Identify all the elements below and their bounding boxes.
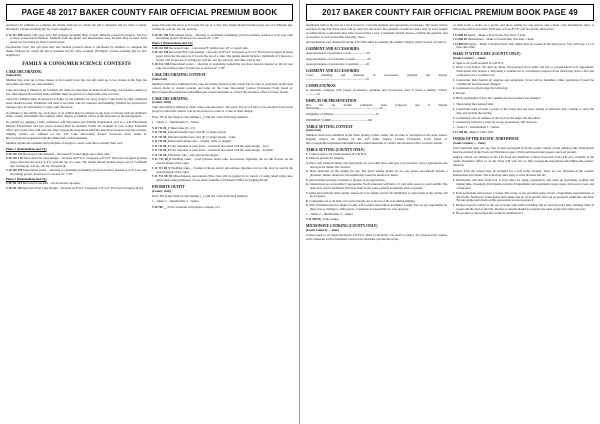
class-description: Each contestant will prepare a display of a xyxy=(166,204,220,209)
section-heading: MICROWAVE COOKING (COUNTY ONLY) xyxy=(306,224,378,229)
class-description: Senior – Make a favorite meal. Your dishes may be cooked in the microwave. You will have a 1 1/2 hour time limit. xyxy=(456,41,594,50)
class-number: 5 11 711 00_3 xyxy=(152,134,170,139)
paragraph: An explanation card obtained from the 4-H office must accompany the exhibit. Display will be scored as follows: xyxy=(306,40,447,45)
paragraph: Originality of Display.......................................................10 xyxy=(306,112,379,117)
paragraph: Members must have exhibited in the Table Setting at their county fair in order to participate in the state contest. Judging criteria are outlined on the 4-H Table Setting Contest Evaluation Form found at: http://oregon.4h.oregonstate.edu/exhibit-and-contest-materials or contact the extension office for more details. xyxy=(306,133,448,145)
page-49 xyxy=(300,0,600,424)
section-subheading: (County Only) xyxy=(152,188,172,193)
class-number: 5 11 800 02 xyxy=(452,37,468,41)
paragraph: Member applies the elements and principles of design to create work that is entirely their own. xyxy=(6,141,124,146)
section-heading: TABLE SETTING (COUNTY ONLY) xyxy=(306,147,365,152)
class-entry xyxy=(306,218,448,222)
section-heading: COMPLETENESS xyxy=(306,83,336,88)
section-heading: CAKE DECORATING xyxy=(152,96,188,101)
paragraph: purchased by exhibitor to complete the theme. Indicate for whom the gift is intended and for what occasion. (Example: a house-warming gift for a new neighbor.) xyxy=(6,24,147,31)
class-number: 5 20 111 131 xyxy=(6,181,22,186)
class-entry xyxy=(152,206,293,210)
paragraph: POSSIBLE SCORE...............................................100 xyxy=(306,117,373,122)
section-subheading: (State Fair) xyxy=(152,77,168,82)
class-description: Decorated Flat Cake Design – decorate an 8"x12" evergreen or 9"x13" Flat board wrapped in any xyxy=(21,185,144,190)
class-description: Educational poster – showing or explaining something you have learned, learned at or in your cake decorating project. Posters not to exceed 22" x 28". xyxy=(156,32,293,41)
paragraph: Cake decorating is limited to all frostings. All items on cake must be made from frosting, not fondant, candies or any other shaped decorations items. Exhibits must be placed on a disposable plate or board. xyxy=(6,87,147,96)
page-columns xyxy=(306,24,594,422)
text-column xyxy=(152,24,293,422)
class-description: Four cupcakes or petit fours – creatively decorated with the same design – Fondant xyxy=(169,148,274,153)
text-column xyxy=(453,24,595,422)
class-entry xyxy=(6,157,147,169)
class-description: OSU Extension Service, Baker County 4-H Leaders Association and Baker County Fair are not responsible for theft, loss or damage to table pieces. Contestant is responsible for own property. xyxy=(308,203,448,212)
class-entry xyxy=(6,34,147,46)
class-number: 7. xyxy=(306,190,309,195)
class-number: 5 11 700 00_ xyxy=(306,217,323,222)
paragraph: Members must have exhibited in the cake decorating division at the county fair in order to participate in this state contest. Refer to current policies and rules on the Cake Decorating Contest Evaluation Form found at: http://oregon.4h.oregonstate.edu/exhibit-and-contest-materials or contact the extension office for more details. xyxy=(152,81,293,94)
class-entry xyxy=(453,87,595,91)
class-entry xyxy=(6,187,147,191)
class-number: 1. xyxy=(306,151,309,156)
class-number: 4. xyxy=(452,86,455,91)
class-description: Open to all youth enrolled in 4-H FCS. xyxy=(454,60,504,65)
class-number: 5 11 711 00_2 xyxy=(152,130,170,135)
class-description: The product or the recipes that would be submitted for xyxy=(454,211,523,216)
paragraph: Is ensemble complete with proper accessories, garments and accessories, does it create a unified "whole" ..............10 xyxy=(306,87,448,96)
paragraph: Has the set design principles been followed and is display interesting..............................................................................10 xyxy=(306,102,448,111)
class-number: 5. xyxy=(452,107,455,112)
class-description: Senior Gift pack. Give gift package including three or more different preserved products. Use two or more preservation methods. Methods from the junior and intermediate areas division may be used. Each preserved food must be from a tested recipe. xyxy=(10,32,147,45)
paragraph: Appropriateness of accessories to garment .........20 xyxy=(306,62,370,67)
class-description: Recipes must be related to the use of foods with some providing will be allowed extra time. Pending times is preset and the start of the Fair. Recipes or details should not prepare the same recipe more than one year. xyxy=(454,202,594,211)
class-description: Place materials on the setting for one. The place setting should be for one person and should include a placemat, dishes, tableware and napkin that would be needed for menu. xyxy=(308,169,448,178)
class-number: 5 20 111 150 xyxy=(152,32,169,37)
page-header: 2017 BAKER COUNTY FAIR OFFICIAL PREMIUM BOOK PAGE 49 xyxy=(306,4,594,21)
class-description: Also include beverage container or glasses as are appropriate. xyxy=(308,177,386,182)
class-number: 5 20 112 150 xyxy=(152,62,170,67)
class-number: 2. xyxy=(452,65,455,70)
class-number: 8. xyxy=(306,198,309,203)
paragraph: A. Recipe xyxy=(452,90,465,95)
paragraph: Each contestant must use any four of their participant from the county contest on the judging table. Participants must be enrolled in the Foods and Nutrition project. Each participant must prepare one food product. xyxy=(452,145,594,154)
section-heading: GARMENT AND ACCESSORIES xyxy=(306,69,360,74)
class-entry xyxy=(152,51,293,63)
class-description: Contestants will cut samples of the food for the judge and the public. xyxy=(454,115,541,120)
paragraph: Appropriateness of garment to event ...................20 xyxy=(306,51,370,56)
class-entry xyxy=(152,63,293,71)
page-columns xyxy=(6,24,293,422)
paragraph: B. Brief explanation of how the commercial food product was changed xyxy=(452,96,541,101)
class-description: Make it with a Mix xyxy=(468,130,494,135)
class-number: 4. xyxy=(306,169,309,174)
paragraph: Recipes from the contest may be included for a 4-H recipe booklet. There are two divisions in the contest: Intermediate and Senior. The following rules apply to each division and all: xyxy=(452,168,594,177)
class-description: Four cupcakes or petit fours – creatively decorated with the same design – food xyxy=(169,143,269,148)
class-description: Educational poster – showing or explaining something you have learned, learned or did in your cake decorating project. Posters not to exceed 22" x 28". xyxy=(156,62,293,71)
class-description: Contest open to all youth enrolled in 4-H FCS. xyxy=(308,151,367,156)
class-number: 5 11 711 00_4 xyxy=(152,139,170,144)
paragraph: Note: Fill in the blank in class number (_) with one of the following numbers: xyxy=(152,193,249,198)
class-entry xyxy=(453,66,595,78)
paragraph: Judging criteria are outlined on the 4-H Food and Nutrition Contest Scorecard form (4-H 47), available at the county Extension office or on the State 4-H web site at: http://oregon.4h.oregonstate.edu/exhibit-and-contest-materials xyxy=(452,155,594,168)
class-description: Centerpieces are acceptable if appropriate. Each contestant will have 1/2 card table space for each exhibit. The table area will be furnished. Practical items in the same position around the table is needed. xyxy=(308,182,448,191)
class-number: 9. xyxy=(306,203,309,208)
class-number: 3. xyxy=(452,77,455,82)
class-number: 5 11 700 00_ xyxy=(452,130,469,135)
class-number: 5 11 800 03 xyxy=(452,41,468,46)
class-description: Wedding cakes – food (Choose tiered cake: decorations, figurines, but no silk flowers on the overall design of the cake) xyxy=(156,157,293,166)
section-subheading: Phase 1 (Intermediate and Up) xyxy=(6,146,47,151)
class-description: Contestants are given judge the following: xyxy=(454,86,509,91)
paragraph: designated item at the fair on a 4'x 4' board of a favorite garment and appropriate accessories. The board will be provided by the Fair. Each piece will go only into the board. The garment or items for entry may be store bought or family made. Contestants may enter several times a year. Contestants should choose, combine the garment, and accessories as well as describe what they chose. xyxy=(306,24,448,39)
class-description: Contestants are to do their own work. Parents are to be out of the area during judging. xyxy=(308,198,416,203)
paragraph: Cake decorating is limited to white cakes, non-decorative cake pans. You do not have to be enrolled in the foods project to enter this contest. Can be decorated on a cake or a cake of sheet design. xyxy=(152,105,293,114)
paragraph: 1 – Junior 2 – Intermediate 3 – Senior xyxy=(452,124,500,129)
class-description: Participants will have from four to five tables for setup, preparation, and clean up (including cooking and baking time, if needed). Participants provide all ingredients and equipment except range, microwave oven, and refrigerator. xyxy=(454,178,594,191)
class-number: 5 11 800 01 xyxy=(452,32,468,37)
class-number: 5 11 711 00_6 xyxy=(152,148,170,153)
paragraph: Appropriateness of accessories to event ...............20 xyxy=(306,56,371,61)
paragraph: State Fair: Exhibits must be prepared at home, by the exhibitor for every project. Cake forms or other cardboard bases should be used. Exhibitors will need to box their cake for transport and handling. Exhibits not prepared for transport may be left behind at county staff discretion. xyxy=(6,97,147,109)
class-description: Junior – Make a food in one. You have ½ hour. xyxy=(467,32,526,37)
class-number: 5 20 110 1.10 xyxy=(6,156,23,161)
paragraph: C. Showcasing the prepared dish xyxy=(452,101,494,106)
section-heading: GARMENT AND ACCESSORIES xyxy=(306,47,360,52)
class-number: 2. xyxy=(452,190,455,195)
class-description: Table setting xyxy=(322,217,339,222)
section-subheading: Phase 2 (Intermediate and Up) xyxy=(6,176,47,181)
class-number: 5 20 700 __ xyxy=(152,204,167,209)
class-description: Each participant will prepare 1 recipe. The recipe, if not provided using at least 2 ingredients representative of the Pacific Northwest. Participants must make and all local product that can be prepared within the one hour. Be sure judge participant on the preparation process prepare it. xyxy=(454,190,594,203)
class-number: 5 20 110 150 xyxy=(6,168,23,173)
class-description: Educational poster – showing or explaining something you have learned, learned at or in your cake decorating project. Posters not to exceed 22" x 28". xyxy=(10,168,147,177)
class-description: Intermediate – Make a Scratch dish. You have 1 hour. xyxy=(467,37,535,41)
class-entry xyxy=(453,131,595,135)
section-heading: DISPLAY OR PRESENTATION xyxy=(306,98,357,103)
class-number: 2. xyxy=(306,156,309,161)
class-description: Round double layer cake (8" or larger layers) – Cake xyxy=(169,134,236,139)
section-subheading: (Foods Contest) — June) xyxy=(306,228,339,233)
class-description: Place well balanced menu, one appropriate for your skill level, and type it on an index card or appropriate size and style for theme. Be creative! xyxy=(308,160,448,169)
class-description: Must be present for judging. xyxy=(308,156,345,161)
class-number: 5 11 711 00_9 xyxy=(152,165,171,170)
paragraph: In addition to the exhibit tag, each piece of an exhibit must be labeled on the back or bottom with the member's name, county, and exhibit class number. Other display of exhibits will be at the discretion of the management. xyxy=(6,110,147,119)
section-subheading: (County Only) xyxy=(152,100,172,105)
class-number: 5 20 111 120 xyxy=(6,185,22,190)
class-description: Contestants must provide a poster of the recipe and one place setting of tableware and a setting to serve the mix, and include the serving. xyxy=(454,107,594,116)
class-entry xyxy=(453,212,595,216)
class-description: Sheet Cake (9 x 13) xyxy=(169,125,195,130)
section-heading: FOODS OF THE PACIFIC NORTHWEST xyxy=(452,137,519,142)
section-heading: FAVORITE OUTFIT xyxy=(152,184,185,189)
class-number: 7. xyxy=(452,120,455,125)
class-description: Decorated Flat Cake Design – decorate an 8"x12" evergreen or 9"x13" Flat board wrapped in tissue paper. Decorate the space as if it were the top of a cake. The design should include proper use of 3 different tips, writing tip, leaf tip, star tip, and petal tip. xyxy=(10,156,147,168)
text-column xyxy=(306,24,448,422)
class-description: Miscellaneous decorations (This class will be judged in its variety of using liquid icing cake, rather than using techniques.) Score sheet available at Extension Office for judging details. xyxy=(156,174,293,183)
class-number: 5 20 112 120 xyxy=(152,50,169,55)
text-column xyxy=(6,24,147,422)
class-number: 5 11 711 00_8 xyxy=(152,157,171,162)
paragraph: Explanation Card: The gift pack may also include products made or purchased by exhibitor to complete the theme. Indicate for whom the gift is intended and for what occasion. (Example: a house-warming gift for new neighbors.) xyxy=(6,44,147,57)
class-description: Contestants will have 1 hour for set up, preparation, and clean-up. xyxy=(454,120,538,125)
class-description: Decorated Cake Pedestal – decorated 8"-round single layer sheet cake. xyxy=(22,151,111,156)
section-subheading: (State Fair) xyxy=(306,128,322,133)
page-header: PAGE 48 2017 BAKER COUNTY FAIR OFFICIAL PREMIUM BOOK xyxy=(6,4,293,21)
paragraph: 1 – Junior 2 – Intermediate 3 – Senior xyxy=(306,211,353,216)
class-description: Holiday cake – Any (decorative shape) xyxy=(169,152,219,157)
section-heading: MAKE IT WITH A MIX (COUNTY ONLY) xyxy=(452,52,521,57)
class-number: 3. xyxy=(452,202,455,207)
class-number: 5 12 111 380 xyxy=(6,32,23,37)
paragraph: Contest open to all youth enrolled in 4-H FCS. Dress Code Policy: No shorts or skirts. To a prepared the contest, each contestant will be furnished a microwave and must provide the recipe xyxy=(306,232,448,241)
section-heading: CAKE DECORATING xyxy=(6,69,42,74)
paragraph: paper. Decorate the space as if it were the top of a cake. The design should include proper use of 4 different tips, writing tip, leaf tip, star tip, petal tip. xyxy=(152,24,293,31)
paragraph: for their food, a recipe on a poster, and place setting for one person, and a dress code information sheet. A microwave will be provided. Each type of food 8"x 8" will not fit into microwave. xyxy=(452,24,594,31)
class-description: Decorated Flat Cake Design – decorate an 8"x12" evergreen or 9"x13" Flat board wrapped in tissue paper. Decorate the space as if it were the top of a cake. The design should include a minimum of 5 flowers, a border, and proper use of writing tip, leaf tip, star tip, petal tip, and other variety tips. xyxy=(156,50,293,62)
class-entry xyxy=(453,43,595,51)
class-number: 1. xyxy=(452,60,455,65)
class-entry xyxy=(453,179,595,191)
class-number: 5 20 112 130 xyxy=(152,45,169,50)
class-description: Dress Code Policy: No shirt no shoes. Pre-prepared food items and hot or pre-measured food ingredients. Participants will prepare a dish using a commercial or convenience prepared food which they have a first and evaluated to be a certified way. xyxy=(454,65,594,78)
class-number: 5. xyxy=(306,177,309,182)
paragraph: 1 – Junior 2 – Intermediate 3 – Senior xyxy=(152,199,199,204)
class-description: Items used with the table setting contest are to be family owned. No flammable or glass items of the setting will be accepted. xyxy=(308,190,448,199)
section-title: FAMILY & CONSUMER SCIENCE CONTESTS xyxy=(22,60,131,67)
class-number: 4. xyxy=(452,211,455,216)
section-subheading: (Foods Contest) — June) xyxy=(452,56,486,61)
class-number: 5 11 711 00_10 xyxy=(152,174,173,179)
paragraph: To qualify for judging, a fully completed 4-H Exposition Arts Exhibit Explanation card or a 4-H Educational Display Explanation card (for poster classes) must be attached. Forms are available at your county Extension office and on the State 4-H web site: http://oregon.4h.oregonstate.edu/fairs-and-shows/oregon-state-fair/contests. Judging criteria are outlined on the 4-H Cake Decorating Project Scorecard form found at: http://oregon.4h.oregonstate.edu/4h-exhibit-and-contest-materials xyxy=(6,120,147,140)
class-description: Round double layer cake (8" or larger layers) xyxy=(169,130,227,135)
paragraph: Color blending and harmony of accessories, garment and display .............................................................................10 xyxy=(306,73,448,82)
paragraph: Member may enter up to three classes at the County level, but can only enter up to two classes at the State (no more than one entry per class number). xyxy=(6,78,147,87)
class-description: Decorated Cake – a decorated 8" single layer 10" or round cake. xyxy=(168,45,249,50)
class-number: 3. xyxy=(306,160,309,165)
class-number: 5 20 110 131 xyxy=(6,151,23,156)
class-description: Wedding cakes – Fondant (Choose tiered: decorations, figurines, but no silk, may be used in the overall design of the cake) xyxy=(156,165,293,174)
class-description: Decorated shape cake – novelty, dolls, or designs xyxy=(169,139,232,144)
class-number: 5 11 711 00_7 xyxy=(152,152,170,157)
paragraph: 1 – Junior 2 – Intermediate 3 – Senior xyxy=(152,120,199,125)
class-entry xyxy=(152,175,293,183)
class-entry xyxy=(453,192,595,204)
class-number: 6. xyxy=(452,115,455,120)
paragraph: Note: Fill in the blank in class number (_) with one of the following numbers: xyxy=(152,114,249,119)
class-number: 5 11 711 00_5 xyxy=(152,143,170,148)
class-number: 6. xyxy=(306,182,309,187)
section-subheading: (Foods Contest) — June) xyxy=(452,141,486,146)
class-description: Contestants must furnish all supplies and equipment. Stove will be furnished. Other appliances if need the commercial food has been changed. xyxy=(454,77,594,86)
section-heading: TABLE SETTING CONTEST xyxy=(306,124,353,129)
class-number: 5 11 711 00_1 xyxy=(152,125,170,130)
class-number: 1. xyxy=(452,178,455,183)
section-subheading: (State/Fair) xyxy=(6,73,22,78)
section-subheading: Phase 3 (Intermediate and Up) xyxy=(152,40,193,45)
section-heading: CAKE DECORATING CONTEST xyxy=(152,73,206,78)
class-description: Decorated Cupcakes – six decorated cupcakes. xyxy=(21,181,81,186)
